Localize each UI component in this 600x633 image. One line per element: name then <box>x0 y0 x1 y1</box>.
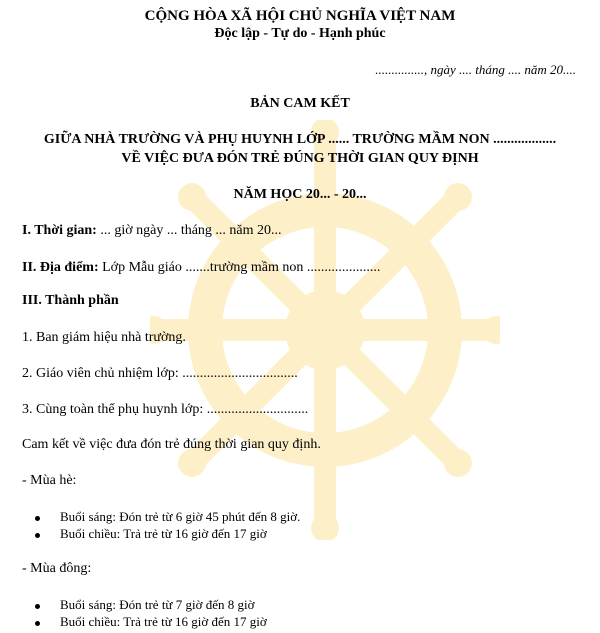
time-label: I. Thời gian: <box>22 223 97 238</box>
date-line: ..............., ngày .... tháng .... năm 20.... <box>375 62 576 77</box>
bullet-icon <box>35 516 40 521</box>
list-item: Buổi chiều: Trả trẻ từ 16 giờ đến 17 giờ <box>35 614 267 630</box>
motto: Độc lập - Tự do - Hạnh phúc <box>214 26 386 41</box>
member-1: 1. Ban giám hiệu nhà trường. <box>22 330 186 345</box>
document-title: BẢN CAM KẾT <box>250 96 350 111</box>
members-heading: III. Thành phần <box>22 293 119 308</box>
list-item: Buổi sáng: Đón trẻ từ 6 giờ 45 phút đến 8 giờ. <box>35 509 300 525</box>
country-heading: CỘNG HÒA XÃ HỘI CHỦ NGHĨA VIỆT NAM <box>144 8 456 24</box>
place-label: II. Địa điểm: <box>22 260 99 275</box>
list-item: Buổi sáng: Đón trẻ từ 7 giờ đến 8 giờ <box>35 597 254 613</box>
bullet-icon <box>35 621 40 626</box>
member-2: 2. Giáo viên chủ nhiệm lớp: ................................. <box>22 366 298 381</box>
summer-heading: - Mùa hè: <box>22 473 77 488</box>
school-year: NĂM HỌC 20... - 20... <box>233 187 367 202</box>
place-value: Lớp Mẫu giáo .......trường mầm non ..................... <box>98 260 381 275</box>
title-line-2: VỀ VIỆC ĐƯA ĐÓN TRẺ ĐÚNG THỜI GIAN QUY ĐỊNH <box>121 151 479 166</box>
bullet-icon <box>35 604 40 609</box>
title-line-1: GIỮA NHÀ TRƯỜNG VÀ PHỤ HUYNH LỚP ...... TRƯỜNG MẦM NON .................. <box>43 132 557 147</box>
member-3: 3. Cùng toàn thể phụ huynh lớp: ............................. <box>22 402 309 417</box>
commitment-text: Cam kết về việc đưa đón trẻ đúng thời gian quy định. <box>22 437 321 452</box>
time-value: ... giờ ngày ... tháng ... năm 20... <box>96 223 282 238</box>
bullet-icon <box>35 533 40 538</box>
list-item: Buổi chiều: Trả trẻ từ 16 giờ đến 17 giờ <box>35 526 267 542</box>
time-row <box>22 223 282 239</box>
place-row <box>22 260 380 276</box>
winter-heading: - Mùa đông: <box>22 561 92 576</box>
